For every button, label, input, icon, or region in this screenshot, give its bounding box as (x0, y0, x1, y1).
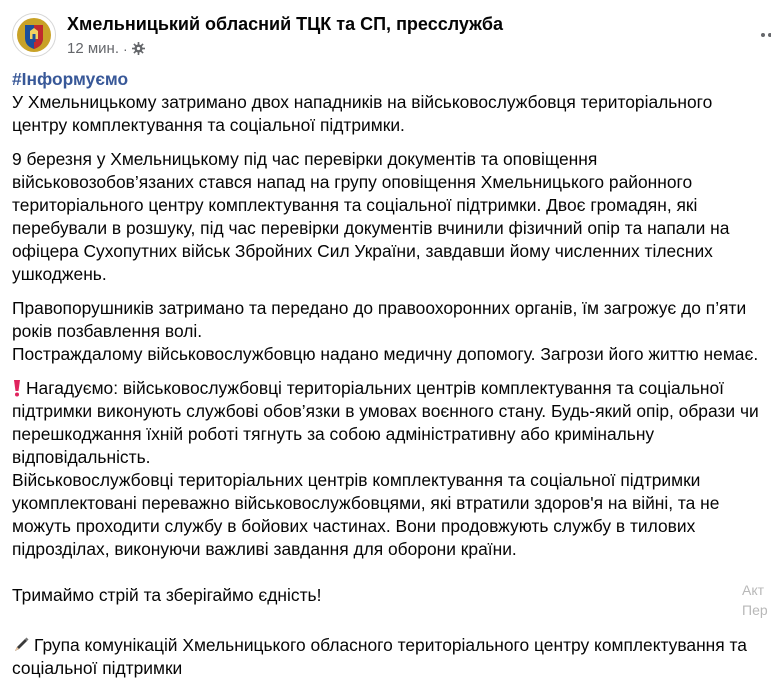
text-line (12, 634, 771, 657)
text-line: підрозділах, виконуючи важливі завдання для оборони країни. (12, 539, 517, 559)
more-options-icon[interactable] (761, 30, 771, 40)
post-author[interactable]: Хмельницький обласний ТЦК та СП, пресслужба (67, 14, 504, 34)
text-line: підтримки виконують службові обов’язки в умовах воєнного стану. Будь-який опір, образи чи (12, 401, 759, 421)
text-line-content: Тримаймо стрій та зберігаймо єдність! (12, 585, 322, 605)
red-exclamation-icon (12, 379, 22, 397)
avatar[interactable] (12, 13, 56, 57)
text-line (12, 561, 771, 584)
text-line: років позбавлення волі. (12, 321, 203, 341)
text-line: Постраждалому військовослужбовцю надано медичну допомогу. Загрози його життю немає. (12, 344, 759, 364)
post-meta (67, 40, 145, 57)
gear-icon[interactable] (132, 42, 145, 55)
text-line: перешкоджання їхній роботі тягнуть за собою адміністративну або кримінальну (12, 424, 655, 444)
text-line: Правопорушників затримано та передано до правоохоронних органів, їм загрожує до п’яти (12, 298, 747, 318)
text-line-content: Нагадуємо: військовослужбовці територіальних центрів комплектування та соціальної (26, 378, 725, 398)
emblem-icon (13, 14, 55, 56)
watermark-line: Пер (742, 602, 768, 618)
text-line: ушкоджень. (12, 264, 107, 284)
text-line: соціальної підтримки (12, 658, 183, 679)
text-line: військовозобов’язаних стався напад на групу оповіщення Хмельницького районного (12, 172, 693, 192)
pen-icon (12, 636, 30, 654)
text-line: можуть проходити службу в бойових частинах. Вони продовжують службу в тилових (12, 516, 696, 536)
watermark-line: Акт (742, 582, 765, 598)
text-line: офіцера Сухопутних військ Збройних Сил України, завдавши йому численних тілесних (12, 241, 713, 261)
post-body (12, 68, 771, 680)
text-line: укомплектовані переважно військовослужбовцями, які втратили здоров'я на війні, та не (12, 493, 720, 513)
post-header (12, 10, 771, 60)
post-time[interactable]: 12 мин. (67, 40, 119, 57)
hashtag-link[interactable]: #Інформуємо (12, 69, 129, 89)
text-line: відповідальність. (12, 447, 151, 467)
text-line (12, 377, 771, 400)
text-line: центру комплектування та соціальної підтримки. (12, 115, 405, 135)
text-line-content: Група комунікацій Хмельницького обласного територіального центру комплектування та (34, 635, 747, 656)
text-line: територіального центру комплектування та соціальної підтримки. Двоє громадян, які (12, 195, 698, 215)
text-line: 9 березня у Хмельницькому під час перевірки документів та оповіщення (12, 149, 598, 169)
ukraine-flag-icon (12, 566, 29, 579)
text-line: У Хмельницькому затримано двох нападників на військовослужбовця територіального (12, 92, 713, 112)
watermark-text (742, 580, 768, 620)
text-line: Військовослужбовці територіальних центрів комплектування та соціальної підтримки (12, 470, 701, 490)
text-line: перебували в розшуку, під час перевірки документів вчинили фізичний опір та напали на (12, 218, 730, 238)
meta-separator: · (123, 40, 128, 57)
